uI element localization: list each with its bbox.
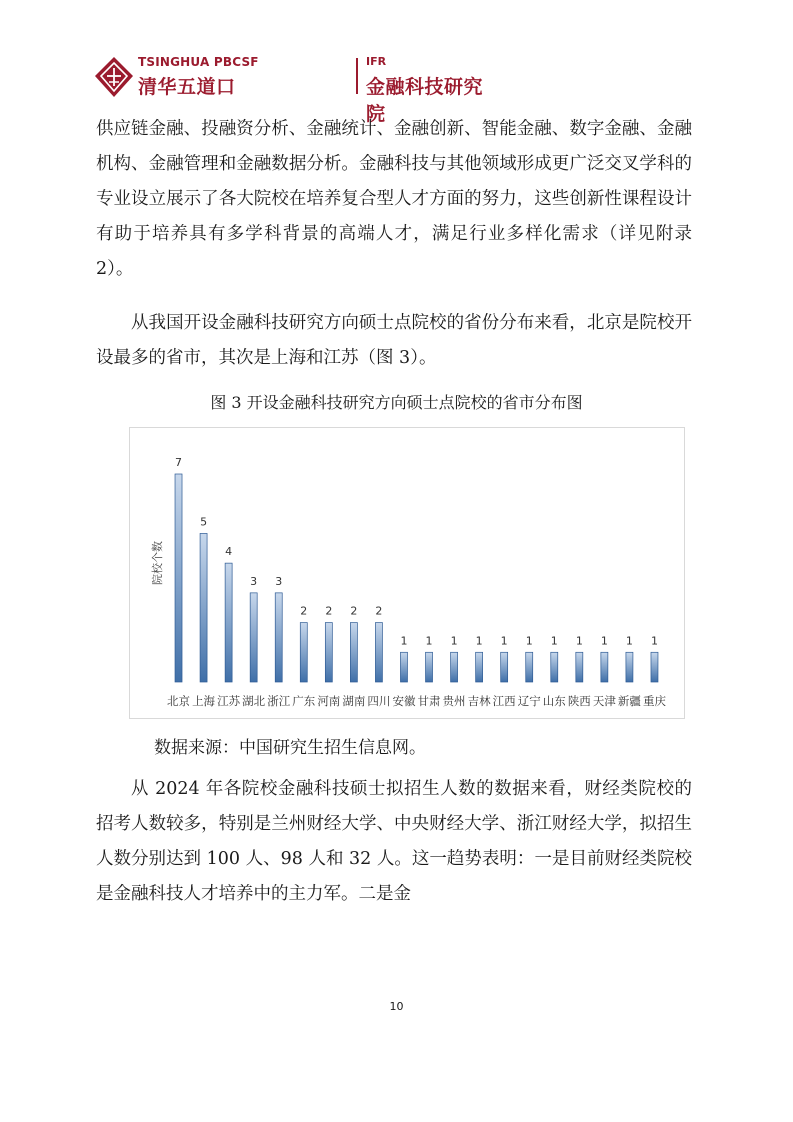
bar-甘肃 xyxy=(426,652,433,682)
bar-吉林 xyxy=(476,652,483,682)
bar-重庆 xyxy=(651,652,658,682)
category-label-湖北: 湖北 xyxy=(242,694,266,708)
bar-陕西 xyxy=(576,652,583,682)
institute-english: IFR xyxy=(366,55,387,68)
category-label-江苏: 江苏 xyxy=(217,694,241,708)
bar-贵州 xyxy=(451,652,458,682)
category-label-广东: 广东 xyxy=(292,694,316,708)
paragraph-2: 从我国开设金融科技研究方向硕士点院校的省份分布来看，北京是院校开设最多的省市，其次是上海和江苏（图 3）。 xyxy=(96,313,692,368)
bar-安徽 xyxy=(400,652,407,682)
category-label-江西: 江西 xyxy=(492,694,516,708)
category-label-贵州: 贵州 xyxy=(442,694,466,708)
bar-四川 xyxy=(375,623,382,682)
bar-河南 xyxy=(325,623,332,682)
data-label-贵州: 1 xyxy=(450,634,458,648)
category-label-四川: 四川 xyxy=(367,694,391,708)
data-label-辽宁: 1 xyxy=(525,634,533,648)
figure-caption: 图 3 开设金融科技研究方向硕士点院校的省市分布图 xyxy=(210,393,583,412)
category-label-上海: 上海 xyxy=(192,694,216,708)
bar-天津 xyxy=(601,652,608,682)
category-label-辽宁: 辽宁 xyxy=(517,694,541,708)
data-label-新疆: 1 xyxy=(625,634,633,648)
bar-chart xyxy=(129,427,685,719)
data-label-浙江: 3 xyxy=(275,574,283,588)
data-label-江西: 1 xyxy=(500,634,508,648)
data-label-天津: 1 xyxy=(600,634,608,648)
paragraph-1: 供应链金融、投融资分析、金融统计、金融创新、智能金融、数字金融、金融机构、金融管理和金融数据分析。金融科技与其他领域形成更广泛交叉学科的专业设立展示了各大院校在培养复合型人才方面的努力，这些创新性课程设计有助于培养具有多学科背景的高端人才，满足行业多样化需求（详见附录 2）。 xyxy=(96,119,692,279)
header xyxy=(94,52,494,125)
data-label-四川: 2 xyxy=(375,604,383,618)
category-label-湖南: 湖南 xyxy=(342,694,366,708)
category-label-安徽: 安徽 xyxy=(392,694,416,708)
data-label-上海: 5 xyxy=(200,515,208,529)
data-label-湖北: 3 xyxy=(250,574,258,588)
data-label-甘肃: 1 xyxy=(425,634,433,648)
data-label-北京: 7 xyxy=(175,456,183,469)
bar-浙江 xyxy=(275,593,282,682)
data-source: 数据来源：中国研究生招生信息网。 xyxy=(154,738,426,758)
category-label-浙江: 浙江 xyxy=(267,694,291,708)
bar-江苏 xyxy=(225,563,232,682)
data-label-山东: 1 xyxy=(550,634,558,648)
data-label-河南: 2 xyxy=(325,604,333,618)
category-label-陕西: 陕西 xyxy=(567,694,591,708)
bar-湖北 xyxy=(250,593,257,682)
category-label-重庆: 重庆 xyxy=(642,694,666,708)
header-divider xyxy=(356,58,358,94)
data-label-重庆: 1 xyxy=(650,634,658,648)
category-label-河南: 河南 xyxy=(317,694,341,708)
category-label-天津: 天津 xyxy=(592,694,616,708)
data-label-湖南: 2 xyxy=(350,604,358,618)
data-label-广东: 2 xyxy=(300,604,308,618)
data-label-吉林: 1 xyxy=(475,634,483,648)
institute-chinese: 金融科技研究院 xyxy=(366,76,484,125)
chart-canvas xyxy=(130,428,684,718)
bar-江西 xyxy=(501,652,508,682)
paragraph-3: 从 2024 年各院校金融科技硕士拟招生人数的数据来看，财经类院校的招考人数较多，特别是兰州财经大学、中央财经大学、浙江财经大学，拟招生人数分别达到 100 人、98 人和 32 人。这一趋势表明：一是目前财经类院校是金融科技人才培养中的主力军。二是金 xyxy=(96,779,692,904)
category-label-新疆: 新疆 xyxy=(617,694,641,708)
category-label-甘肃: 甘肃 xyxy=(417,694,441,708)
tsinghua-logo-icon xyxy=(94,56,134,98)
bar-山东 xyxy=(551,652,558,682)
category-label-北京: 北京 xyxy=(167,694,191,708)
bar-广东 xyxy=(300,623,307,682)
category-label-山东: 山东 xyxy=(542,694,566,708)
brand-english: TSINGHUA PBCSF xyxy=(138,55,259,69)
bar-湖南 xyxy=(350,623,357,682)
bar-辽宁 xyxy=(526,652,533,682)
bar-上海 xyxy=(200,533,207,682)
bar-北京 xyxy=(175,474,182,682)
data-label-安徽: 1 xyxy=(400,634,408,648)
y-axis-label: 院校个数 xyxy=(151,541,164,585)
brand-chinese: 清华五道口 xyxy=(138,76,236,98)
page-number: 10 xyxy=(389,1000,404,1013)
category-label-吉林: 吉林 xyxy=(467,694,491,708)
bar-新疆 xyxy=(626,652,633,682)
data-label-江苏: 4 xyxy=(225,545,233,559)
data-label-陕西: 1 xyxy=(575,634,583,648)
